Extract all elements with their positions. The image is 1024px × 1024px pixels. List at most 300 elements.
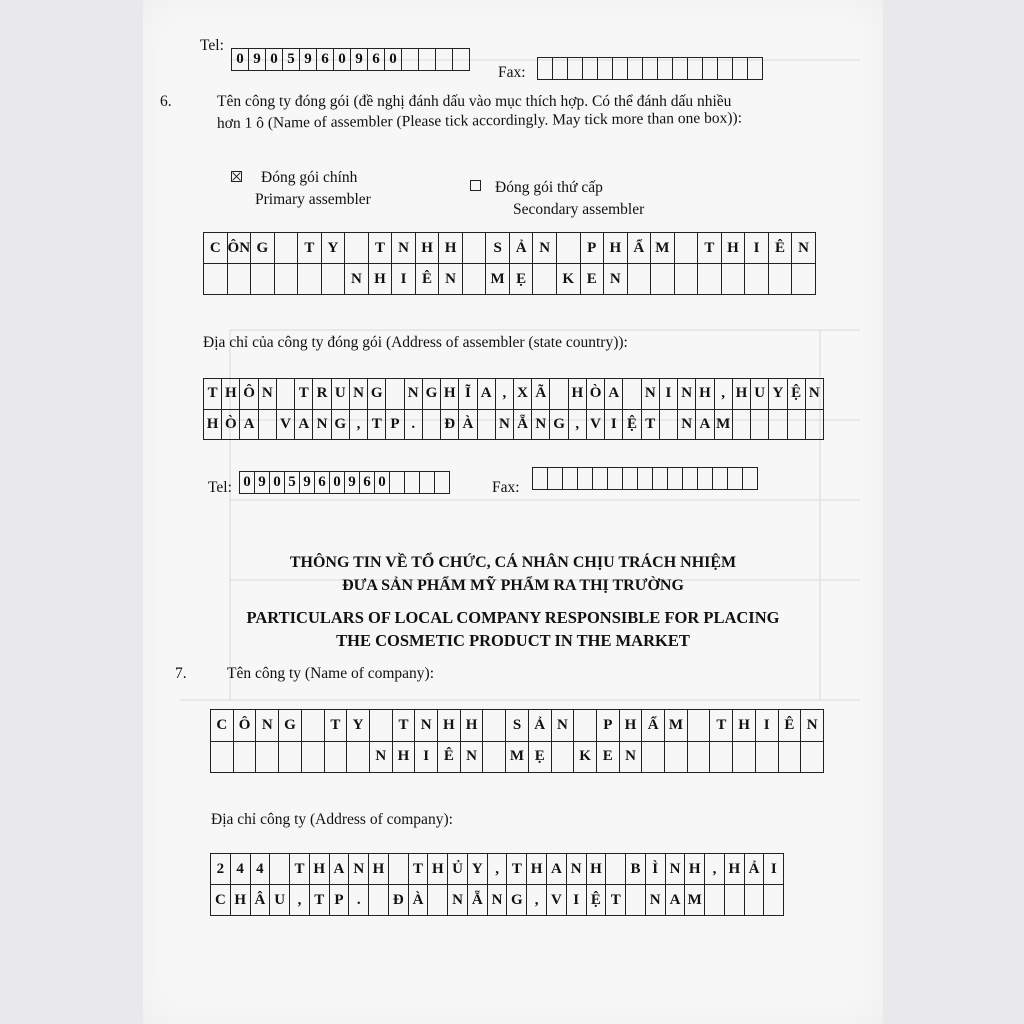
char-row — [211, 710, 823, 741]
char-box: B — [626, 854, 646, 884]
char-box: H — [438, 710, 461, 741]
char-box: H — [733, 379, 751, 409]
char-box — [688, 710, 711, 741]
section-heading-en-line2: THE COSMETIC PRODUCT IN THE MARKET — [336, 631, 690, 650]
company-name-field[interactable] — [210, 709, 824, 773]
char-box — [574, 710, 597, 741]
char-box — [298, 264, 322, 294]
section-heading-vi-line2: ĐƯA SẢN PHẨM MỸ PHẨM RA THỊ TRƯỜNG — [342, 577, 684, 594]
fax-digit-box — [637, 467, 653, 490]
char-box: Y — [322, 233, 346, 263]
tel-label: Tel: — [208, 479, 232, 496]
char-box: H — [441, 379, 459, 409]
char-box: H — [461, 710, 484, 741]
fax-digit-box — [622, 467, 638, 490]
char-box — [606, 854, 626, 884]
char-box: A — [330, 854, 350, 884]
char-row — [211, 854, 783, 884]
char-box: P — [330, 885, 350, 915]
char-box — [428, 885, 448, 915]
char-box: P — [386, 410, 404, 440]
char-box: Ê — [416, 264, 440, 294]
char-box — [463, 264, 487, 294]
fax-digit-box — [627, 57, 643, 80]
assembler-address-field[interactable] — [203, 378, 824, 440]
char-box: H — [204, 410, 222, 440]
char-box: Â — [251, 885, 271, 915]
char-box: A — [666, 885, 686, 915]
char-box: H — [369, 264, 393, 294]
primary-assembler-checkbox[interactable] — [231, 171, 242, 182]
char-box — [423, 410, 441, 440]
char-box: N — [259, 379, 277, 409]
char-box — [483, 710, 506, 741]
char-box: T — [698, 233, 722, 263]
char-box: Ô — [240, 379, 258, 409]
char-box: Ò — [587, 379, 605, 409]
tel-digit-box: 9 — [344, 471, 360, 494]
char-box — [251, 264, 275, 294]
char-box: 2 — [211, 854, 231, 884]
char-box: Y — [769, 379, 787, 409]
tel-digit-box: 0 — [333, 48, 351, 71]
fax-digit-box — [717, 57, 733, 80]
section-heading-vi-line1: THÔNG TIN VỀ TỔ CHỨC, CÁ NHÂN CHỊU TRÁCH NHIỆM — [289, 554, 737, 571]
char-box: T — [310, 885, 330, 915]
char-box: Ẵ — [468, 885, 488, 915]
char-box: M — [651, 233, 675, 263]
assembler-address-label: Địa chỉ của công ty đóng gói (Address of assembler (state country)): — [203, 334, 628, 351]
char-row — [204, 409, 823, 440]
char-box: C — [204, 233, 228, 263]
tel-digit-box: 0 — [374, 471, 390, 494]
tel-digit-box: 0 — [269, 471, 285, 494]
char-box — [651, 264, 675, 294]
char-box: , — [715, 379, 733, 409]
char-box — [228, 264, 252, 294]
tel-digit-box — [434, 471, 450, 494]
char-box: Ê — [769, 233, 793, 263]
char-box — [628, 264, 652, 294]
char-box: . — [405, 410, 423, 440]
char-box: , — [569, 410, 587, 440]
fax-digit-box — [547, 467, 563, 490]
fax-label: Fax: — [492, 479, 520, 496]
fax-digit-box — [577, 467, 593, 490]
char-box — [626, 885, 646, 915]
char-box: H — [685, 854, 705, 884]
char-box — [806, 410, 823, 440]
char-box: I — [745, 233, 769, 263]
char-box: T — [325, 710, 348, 741]
char-box: N — [349, 854, 369, 884]
char-box: H — [439, 233, 463, 263]
char-box — [386, 379, 404, 409]
char-box: , — [496, 379, 514, 409]
fax-digit-box — [727, 467, 743, 490]
char-box: À — [409, 885, 429, 915]
char-box: H — [722, 233, 746, 263]
fax-digit-box — [532, 467, 548, 490]
char-box: H — [620, 710, 643, 741]
char-box: H — [231, 885, 251, 915]
section-6-question-line1: Tên công ty đóng gói (đề nghị đánh dấu vào mục thích hợp. Có thể đánh dấu nhiều — [217, 93, 732, 110]
char-box: Y — [468, 854, 488, 884]
char-box: M — [506, 742, 529, 773]
char-box: A — [547, 854, 567, 884]
fax-digit-box — [612, 57, 628, 80]
char-box: T — [409, 854, 429, 884]
char-box — [733, 742, 756, 773]
char-box: V — [587, 410, 605, 440]
char-box — [270, 854, 290, 884]
char-box: H — [725, 854, 745, 884]
char-box: , — [290, 885, 310, 915]
company-address-label: Địa chỉ công ty (Address of company): — [211, 811, 453, 828]
section-6-question-line2: hơn 1 ô (Name of assembler (Please tick accordingly. May tick more than one box)): — [216, 109, 743, 132]
secondary-assembler-label-en: Secondary assembler — [513, 201, 645, 218]
char-box — [552, 742, 575, 773]
fax-digit-box — [592, 467, 608, 490]
char-box: N — [646, 885, 666, 915]
char-box: G — [507, 885, 527, 915]
char-box: N — [370, 742, 393, 773]
char-box: Đ — [441, 410, 459, 440]
fax-digit-box — [652, 467, 668, 490]
fax-digit-box — [702, 57, 718, 80]
char-box: H — [733, 710, 756, 741]
char-box — [256, 742, 279, 773]
char-box: M — [486, 264, 510, 294]
char-box: T — [369, 233, 393, 263]
char-box: Đ — [389, 885, 409, 915]
tel-digit-box: 0 — [231, 48, 249, 71]
tel-digit-box: 6 — [316, 48, 334, 71]
char-box: , — [527, 885, 547, 915]
char-box: A — [696, 410, 714, 440]
char-box: N — [313, 410, 331, 440]
char-box: I — [660, 379, 678, 409]
char-box: T — [204, 379, 222, 409]
char-box — [764, 885, 783, 915]
char-box: N — [256, 710, 279, 741]
char-box — [275, 233, 299, 263]
fax-digit-box — [582, 57, 598, 80]
char-box — [345, 233, 369, 263]
char-box: N — [604, 264, 628, 294]
char-box — [259, 410, 277, 440]
char-box: N — [552, 710, 575, 741]
char-box: S — [506, 710, 529, 741]
char-box: À — [459, 410, 477, 440]
char-box — [769, 410, 787, 440]
char-box — [751, 410, 769, 440]
char-box: C — [211, 710, 234, 741]
char-box — [688, 742, 711, 773]
char-box: C — [211, 885, 231, 915]
fax-digit-box — [597, 57, 613, 80]
char-box — [745, 885, 765, 915]
char-box: E — [597, 742, 620, 773]
char-box — [483, 742, 506, 773]
char-box: H — [310, 854, 330, 884]
char-box: , — [350, 410, 368, 440]
company-address-field[interactable] — [210, 853, 784, 916]
char-box: N — [461, 742, 484, 773]
char-box: N — [808, 385, 820, 402]
fax-digit-box — [642, 57, 658, 80]
char-box: I — [756, 710, 779, 741]
char-box: A — [605, 379, 623, 409]
char-box: G — [550, 410, 568, 440]
fax-digit-box — [712, 467, 728, 490]
fax-digit-box — [682, 467, 698, 490]
secondary-assembler-checkbox[interactable] — [470, 180, 481, 191]
assembler-name-field[interactable] — [203, 232, 816, 295]
char-box — [725, 885, 745, 915]
tel-digit-box — [418, 48, 436, 71]
char-box: N — [392, 233, 416, 263]
char-box: H — [696, 379, 714, 409]
char-box: G — [251, 233, 275, 263]
char-box: Ả — [745, 854, 765, 884]
char-box: , — [488, 854, 508, 884]
fax-digit-box — [537, 57, 553, 80]
char-box — [389, 854, 409, 884]
char-box: Ẩ — [628, 233, 652, 263]
char-box: Ệ — [788, 379, 806, 409]
char-box: X — [514, 379, 532, 409]
fax-digit-box — [742, 467, 758, 490]
char-box: N — [350, 379, 368, 409]
char-box: H — [527, 854, 547, 884]
char-box: H — [569, 379, 587, 409]
char-box — [211, 742, 234, 773]
char-box: N — [345, 264, 369, 294]
char-box: H — [416, 233, 440, 263]
char-box: Ẩ — [642, 710, 665, 741]
primary-assembler-label-en: Primary assembler — [255, 191, 371, 208]
fax-digit-box — [552, 57, 568, 80]
fax-digit-box — [697, 467, 713, 490]
section-heading-en-line1: PARTICULARS OF LOCAL COMPANY RESPONSIBLE FOR PLACING — [246, 608, 780, 627]
char-box: Ì — [646, 854, 666, 884]
char-box — [710, 742, 733, 773]
company-name-label: Tên công ty (Name of company): — [227, 665, 435, 682]
char-box: N — [798, 239, 809, 256]
char-box: G — [423, 379, 441, 409]
tel-digit-box: 0 — [239, 471, 255, 494]
char-box — [675, 233, 699, 263]
char-box: Ã — [532, 379, 550, 409]
char-row — [204, 379, 823, 409]
char-box: . — [349, 885, 369, 915]
fax-field-top[interactable] — [537, 57, 762, 80]
char-box: G — [368, 379, 386, 409]
char-box: H — [393, 742, 416, 773]
char-box: G — [332, 410, 350, 440]
tel-digit-box: 9 — [350, 48, 368, 71]
char-box: K — [574, 742, 597, 773]
char-box: M — [665, 710, 688, 741]
tel-digit-box: 9 — [299, 48, 317, 71]
char-box: T — [368, 410, 386, 440]
tel-digit-box — [404, 471, 420, 494]
char-box — [769, 264, 793, 294]
char-box: T — [507, 854, 527, 884]
char-box: 4 — [231, 854, 251, 884]
char-box: N — [678, 379, 696, 409]
tel-digit-box — [435, 48, 453, 71]
char-box — [277, 379, 295, 409]
tel-digit-box: 6 — [367, 48, 385, 71]
char-box: R — [313, 379, 331, 409]
fax-digit-box — [657, 57, 673, 80]
char-box — [698, 264, 722, 294]
char-box — [705, 885, 725, 915]
char-box — [463, 233, 487, 263]
char-box — [745, 264, 769, 294]
char-box — [660, 410, 678, 440]
char-box — [234, 742, 257, 773]
char-box: P — [597, 710, 620, 741]
tel-digit-box: 9 — [248, 48, 266, 71]
char-box — [665, 742, 688, 773]
char-box — [204, 264, 228, 294]
char-box: T — [298, 233, 322, 263]
char-box: G — [279, 710, 302, 741]
char-box — [733, 410, 751, 440]
char-box: N — [439, 264, 463, 294]
char-box: N — [532, 410, 550, 440]
tel-label-top: Tel: — [200, 37, 224, 54]
char-box — [756, 742, 779, 773]
char-box — [623, 379, 641, 409]
tel-digit-box: 5 — [284, 471, 300, 494]
char-box — [675, 264, 699, 294]
char-box — [557, 233, 581, 263]
tel-digit-box — [401, 48, 419, 71]
char-box: Ò — [222, 410, 240, 440]
char-box — [478, 410, 496, 440]
fax-digit-box — [667, 467, 683, 490]
fax-digit-box — [732, 57, 748, 80]
char-box: Ẹ — [529, 742, 552, 773]
fax-digit-box — [562, 467, 578, 490]
fax-digit-box — [607, 467, 623, 490]
char-box: Ĩ — [459, 379, 477, 409]
char-box: N — [533, 233, 557, 263]
fax-digit-box — [687, 57, 703, 80]
char-box: M — [685, 885, 705, 915]
char-box: Ủ — [448, 854, 468, 884]
char-box: T — [393, 710, 416, 741]
char-box: N — [806, 716, 818, 733]
char-box: , — [705, 854, 725, 884]
tel-digit-box: 0 — [265, 48, 283, 71]
tel-digit-box — [389, 471, 405, 494]
char-box: N — [666, 854, 686, 884]
assembler-tel-field[interactable] — [239, 471, 449, 494]
char-box: N — [567, 854, 587, 884]
char-box: N — [448, 885, 468, 915]
fax-digit-box — [747, 57, 763, 80]
char-box — [322, 264, 346, 294]
char-box — [550, 379, 568, 409]
primary-assembler-label-vi: Đóng gói chính — [261, 169, 358, 186]
char-box: H — [369, 854, 389, 884]
char-box: U — [270, 885, 290, 915]
char-box — [302, 742, 325, 773]
char-box: 4 — [251, 854, 271, 884]
char-box: K — [557, 264, 581, 294]
section-6-number: 6. — [160, 93, 172, 110]
char-box: I — [605, 410, 623, 440]
char-row — [211, 741, 823, 773]
char-box: N — [488, 885, 508, 915]
char-box: V — [277, 410, 295, 440]
char-box: U — [751, 379, 769, 409]
tel-digit-box: 6 — [359, 471, 375, 494]
char-box — [370, 710, 393, 741]
char-box: T — [290, 854, 310, 884]
char-box: V — [547, 885, 567, 915]
char-box: I — [415, 742, 438, 773]
char-box — [369, 885, 389, 915]
char-box: N — [415, 710, 438, 741]
char-box: T — [606, 885, 626, 915]
char-box: H — [428, 854, 448, 884]
char-row — [211, 884, 783, 915]
char-box: Ẵ — [514, 410, 532, 440]
char-box: Ô — [234, 710, 257, 741]
char-box: N — [642, 379, 660, 409]
char-box: I — [770, 860, 777, 877]
char-box: U — [332, 379, 350, 409]
char-row — [204, 263, 815, 294]
char-box — [792, 264, 815, 294]
char-box — [325, 742, 348, 773]
char-box — [642, 742, 665, 773]
char-box: H — [604, 233, 628, 263]
section-7-number: 7. — [175, 665, 187, 682]
char-box: I — [567, 885, 587, 915]
char-box — [533, 264, 557, 294]
tel-field-top[interactable] — [231, 48, 469, 71]
tel-digit-box: 6 — [314, 471, 330, 494]
char-box: Ê — [438, 742, 461, 773]
char-box — [722, 264, 746, 294]
char-box: S — [486, 233, 510, 263]
char-box: A — [295, 410, 313, 440]
char-box — [347, 742, 370, 773]
char-box: A — [478, 379, 496, 409]
char-box: N — [620, 742, 643, 773]
char-box: Ệ — [623, 410, 641, 440]
char-box: T — [642, 410, 660, 440]
secondary-assembler-label-vi: Đóng gói thứ cấp — [495, 179, 603, 196]
assembler-fax-field[interactable] — [532, 467, 757, 490]
char-box: Ẹ — [510, 264, 534, 294]
char-box: ÔN — [228, 233, 252, 263]
char-box: H — [587, 854, 607, 884]
char-box — [779, 742, 802, 773]
char-box: N — [405, 379, 423, 409]
char-box: T — [710, 710, 733, 741]
char-box: Ả — [529, 710, 552, 741]
fax-label-top: Fax: — [498, 64, 526, 81]
tel-digit-box — [419, 471, 435, 494]
